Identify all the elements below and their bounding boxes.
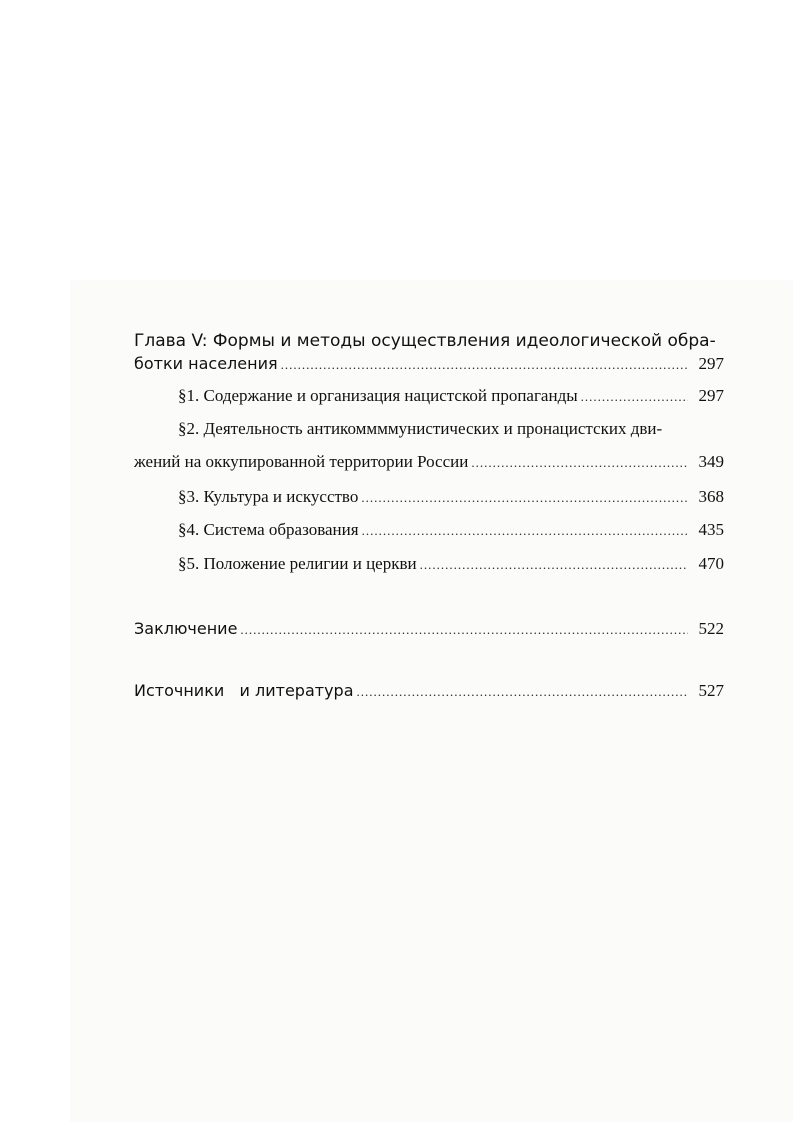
chapter-5-page: 297 — [698, 354, 724, 373]
section-4-page: 435 — [698, 520, 724, 539]
section-3-page: 368 — [698, 487, 724, 506]
chapter-5-title-line1: Глава V: Формы и методы осуществления идеологической обра- — [134, 331, 716, 351]
conclusion-title: Заключение — [134, 619, 238, 638]
sources-page: 527 — [698, 681, 724, 700]
section-4-entry[interactable] — [178, 520, 724, 540]
dot-leader — [357, 684, 689, 700]
section-4-title: §4. Система образования — [178, 520, 359, 539]
section-2-title-line2: жений на оккупированной территории России — [134, 452, 469, 471]
dot-leader — [581, 389, 688, 405]
section-1-page: 297 — [698, 386, 724, 405]
conclusion-page: 522 — [698, 619, 724, 638]
dot-leader — [240, 622, 688, 638]
dot-leader — [361, 490, 688, 506]
section-3-title: §3. Культура и искусство — [178, 487, 359, 506]
conclusion-entry[interactable] — [134, 619, 724, 639]
dot-leader — [420, 557, 688, 573]
chapter-5-entry[interactable] — [134, 354, 724, 374]
section-5-page: 470 — [698, 554, 724, 573]
section-1-entry[interactable] — [178, 386, 724, 406]
section-5-entry[interactable] — [178, 554, 724, 574]
section-2-title-line1: §2. Деятельность антикоммммунистических и пронацистских дви- — [178, 419, 663, 438]
dot-leader — [471, 455, 688, 471]
section-2-page: 349 — [698, 452, 724, 471]
section-3-entry[interactable] — [178, 487, 724, 507]
chapter-5-title-line2: ботки населения — [134, 354, 278, 373]
sources-title: Источники и литература — [134, 681, 354, 700]
sources-entry[interactable] — [134, 681, 724, 701]
section-2-entry[interactable] — [134, 452, 724, 472]
dot-leader — [281, 357, 688, 373]
dot-leader — [362, 523, 688, 539]
section-1-title: §1. Содержание и организация нацистской пропаганды — [178, 386, 578, 405]
section-5-title: §5. Положение религии и церкви — [178, 554, 417, 573]
